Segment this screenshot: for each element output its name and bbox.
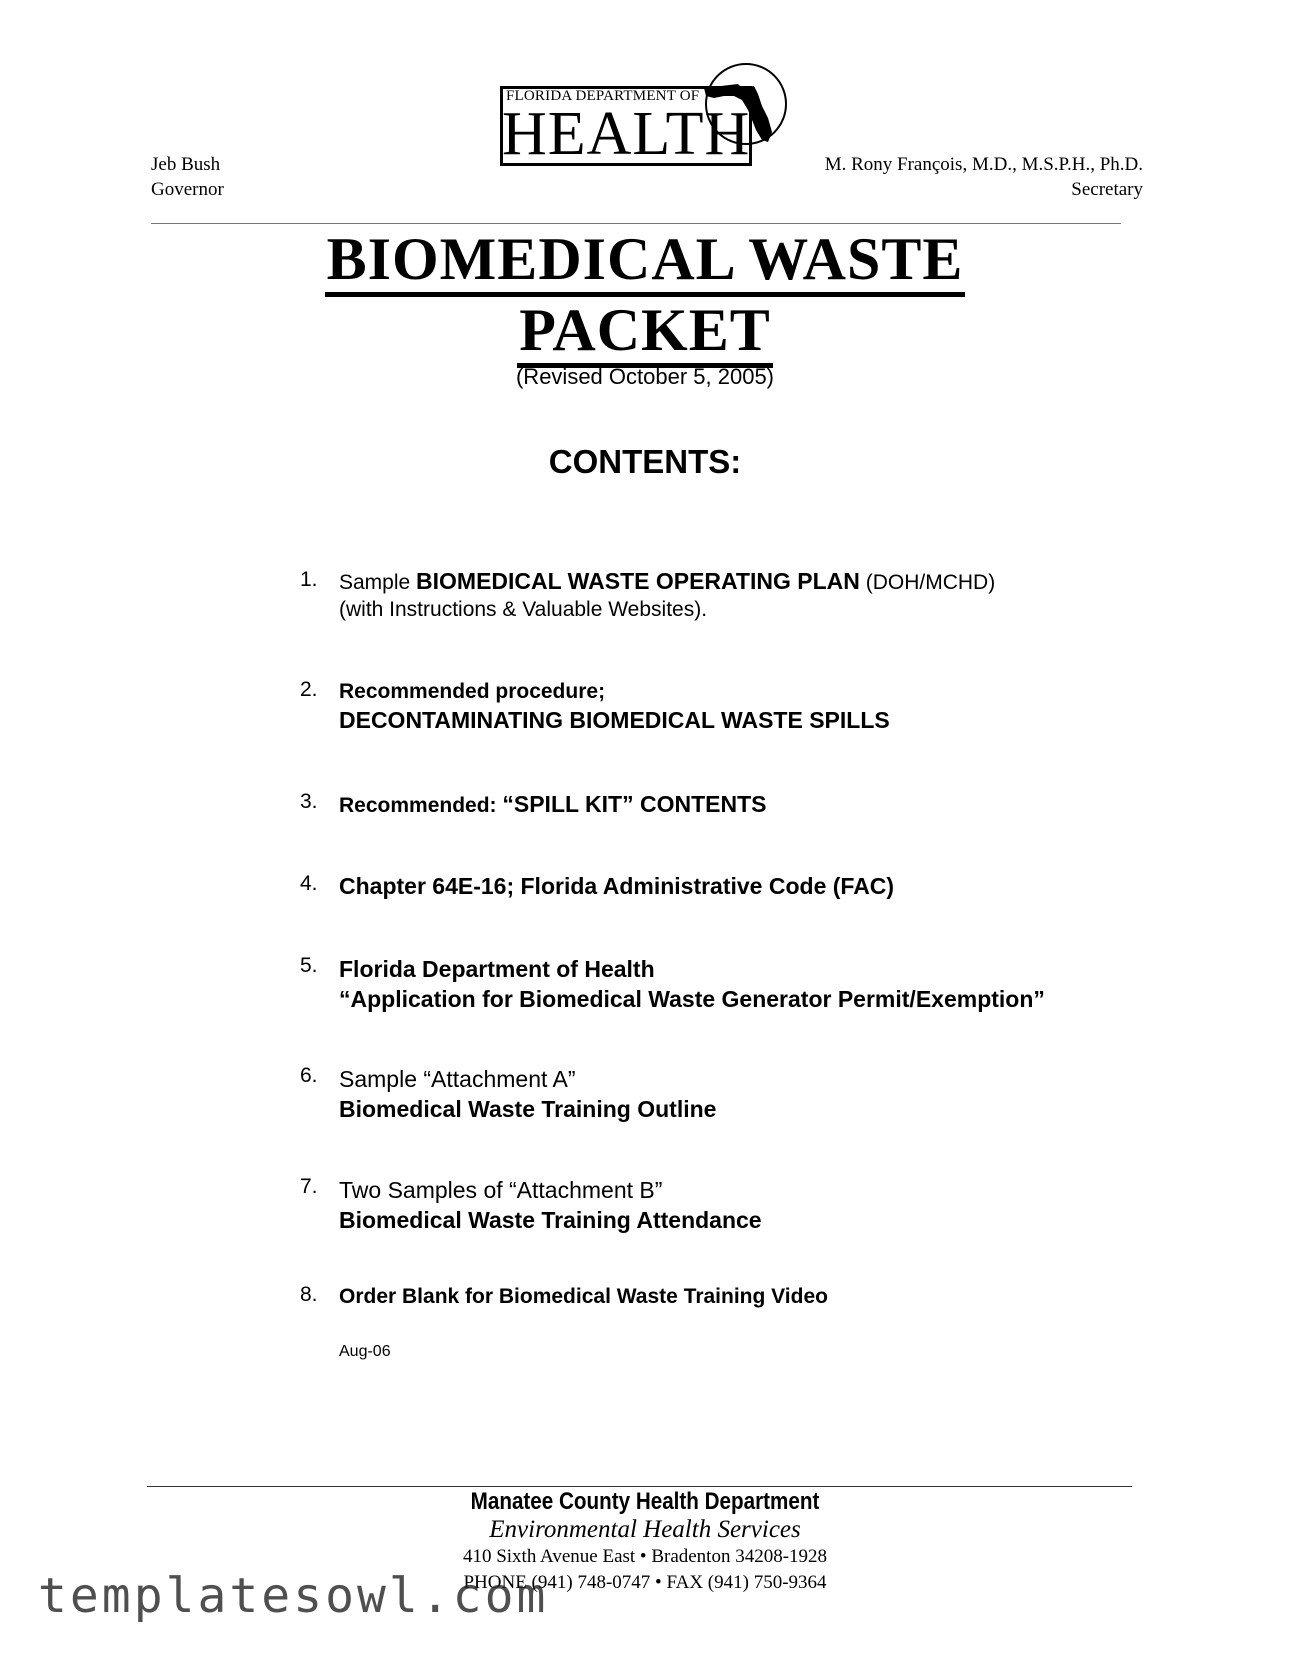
florida-state-icon (692, 58, 796, 174)
logo-main-text: HEALTH (502, 100, 751, 168)
item-1-prefix: Sample (339, 571, 417, 594)
item-1-suffix: (DOH/MCHD) (859, 571, 996, 594)
item-3-bold: “SPILL KIT” CONTENTS (502, 791, 767, 817)
item-number: 5. (300, 954, 318, 977)
item-8-line-1: Order Blank for Biomedical Waste Training Video (339, 1285, 828, 1308)
item-4-line-1: Chapter 64E-16; Florida Administrative Code (FAC) (339, 873, 895, 899)
date-note: Aug-06 (339, 1343, 391, 1360)
footer-phone: PHONE (941) 748-0747 • FAX (941) 750-9364 (463, 1572, 827, 1593)
item-5-line-2: “Application for Biomedical Waste Generator Permit/Exemption” (339, 986, 1045, 1012)
footer-department: Manatee County Health Department (470, 1488, 820, 1515)
contents-heading: CONTENTS: (548, 443, 742, 480)
item-2-line-1: Recommended procedure; (339, 680, 606, 703)
secretary-title: Secretary (1071, 179, 1143, 200)
item-5-line-1: Florida Department of Health (339, 956, 655, 982)
item-1-bold: BIOMEDICAL WASTE OPERATING PLAN (416, 568, 860, 594)
item-number: 4. (300, 872, 318, 895)
item-2-line-2: DECONTAMINATING BIOMEDICAL WASTE SPILLS (339, 707, 890, 733)
header-divider (151, 223, 1121, 224)
item-number: 6. (300, 1064, 318, 1087)
item-7-line-1: Two Samples of “Attachment B” (339, 1177, 663, 1203)
governor-name: Jeb Bush (151, 154, 221, 175)
governor-title: Governor (151, 179, 224, 200)
item-7-line-2: Biomedical Waste Training Attendance (339, 1207, 762, 1233)
footer-address: 410 Sixth Avenue East • Bradenton 34208-1928 (462, 1546, 828, 1567)
item-number: 1. (300, 568, 318, 591)
secretary-name: M. Rony François, M.D., M.S.P.H., Ph.D. (824, 154, 1143, 175)
florida-health-logo (496, 58, 796, 174)
title-line-1-text: BIOMEDICAL WASTE (325, 226, 966, 297)
item-number: 8. (300, 1283, 318, 1306)
item-6-line-2: Biomedical Waste Training Outline (339, 1096, 717, 1122)
item-3-prefix: Recommended: (339, 794, 503, 817)
item-1-line-2: (with Instructions & Valuable Websites). (339, 598, 708, 621)
secretary-block (825, 152, 1143, 202)
item-number: 2. (300, 678, 318, 701)
title-line-2-text: PACKET (517, 297, 773, 368)
footer-divider (147, 1486, 1132, 1487)
governor-block (151, 152, 224, 202)
item-number: 3. (300, 790, 318, 813)
watermark-text: templatesowl.com (38, 1568, 549, 1624)
document-title-line-1 (0, 226, 1290, 292)
logo-top-text: FLORIDA DEPARTMENT OF (506, 88, 700, 104)
item-number: 7. (300, 1175, 318, 1198)
revision-date: (Revised October 5, 2005) (515, 364, 775, 389)
footer-division: Environmental Health Services (489, 1516, 801, 1543)
document-title-line-2 (0, 297, 1290, 363)
item-6-line-1: Sample “Attachment A” (339, 1066, 576, 1092)
